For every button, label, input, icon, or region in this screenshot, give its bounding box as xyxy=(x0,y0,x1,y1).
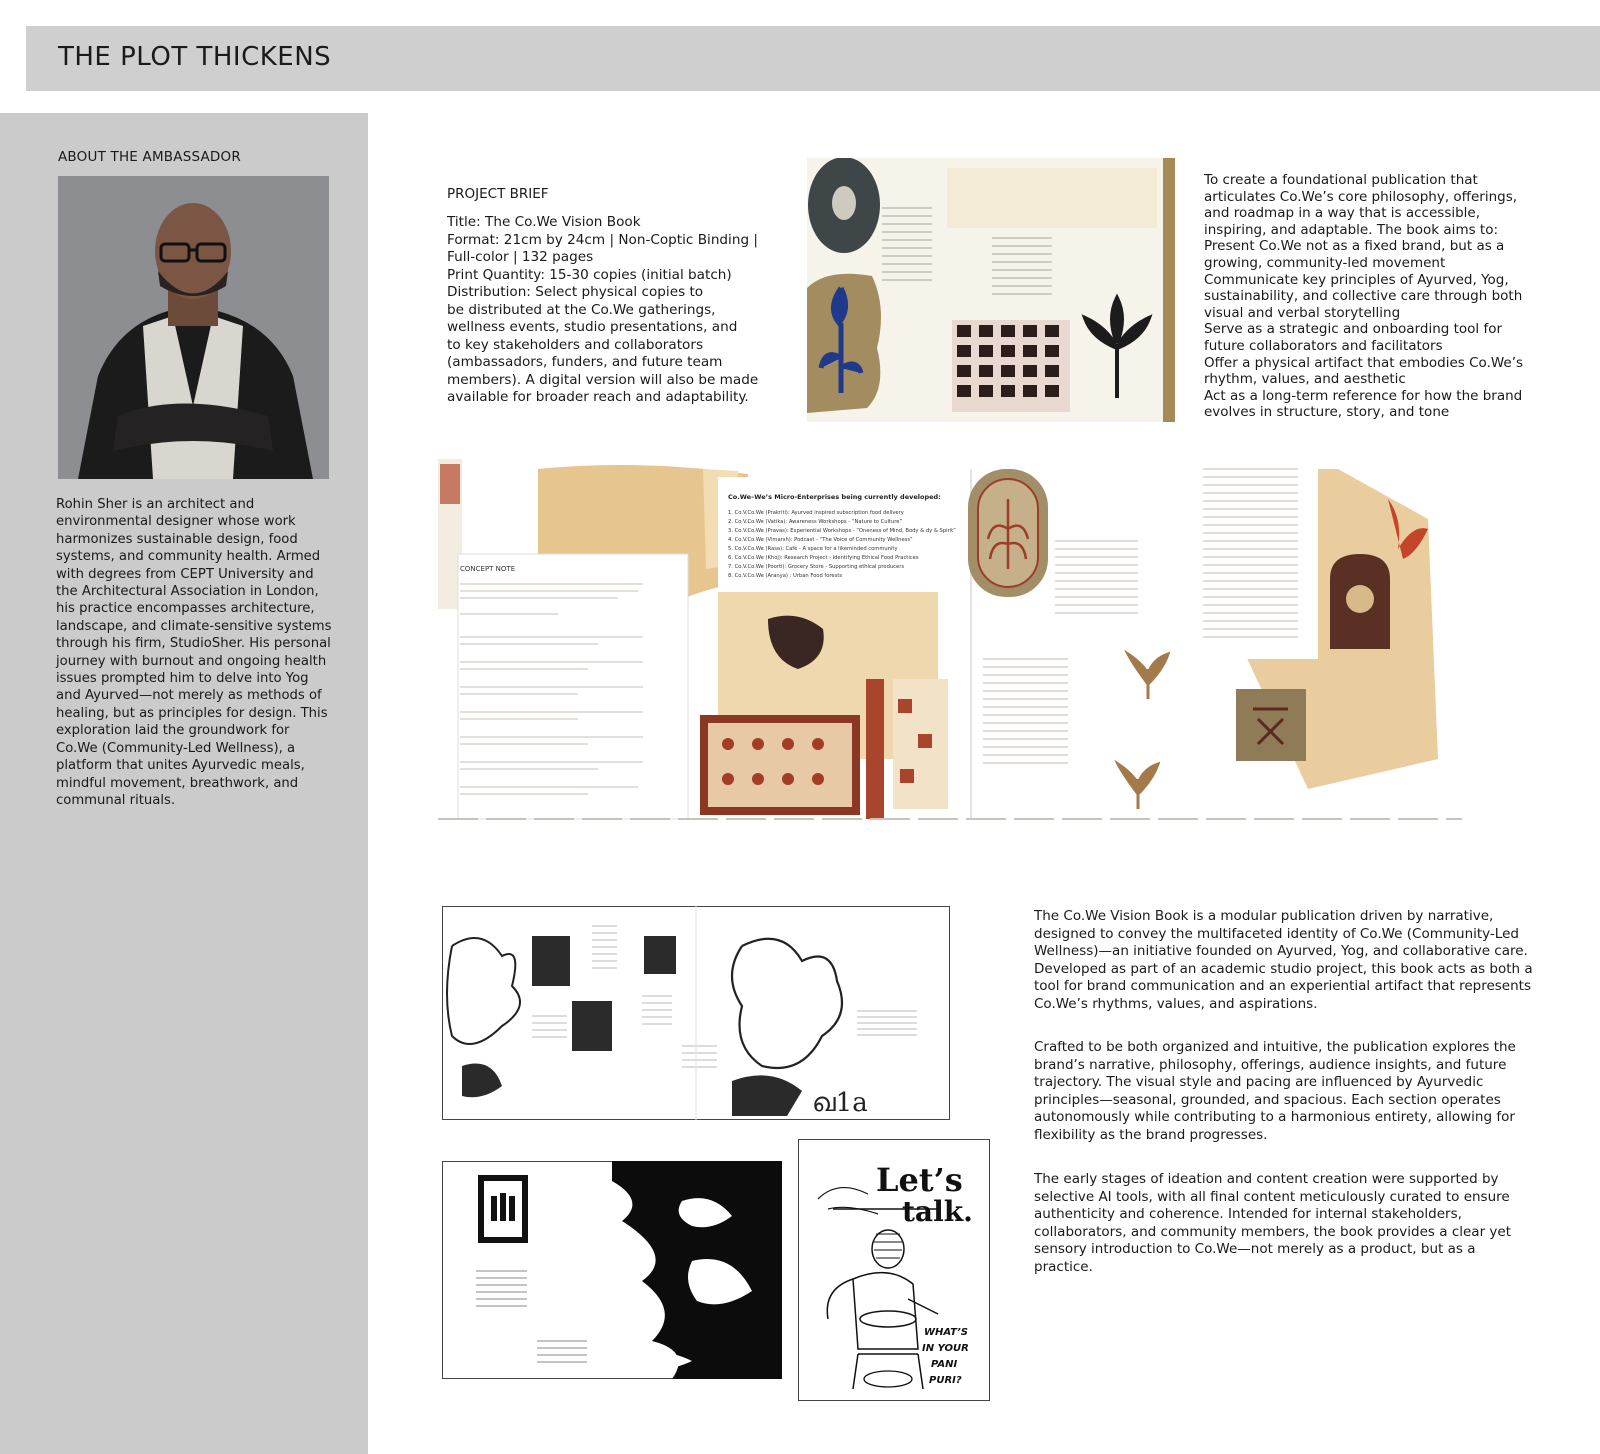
brief-line: Print Quantity: 15-30 copies (initial batch) xyxy=(447,266,732,283)
sidebar-title: ABOUT THE AMBASSADOR xyxy=(58,149,241,165)
project-aims xyxy=(1204,172,1534,421)
enterprise-line: 1. Co.V.Co.We (Prakriti): Ayurved inspired subscription food delivery xyxy=(728,510,904,516)
brief-line: available for broader reach and adaptability. xyxy=(447,389,749,405)
brief-line: Title: The Co.We Vision Book xyxy=(447,214,641,230)
svg-text:ഖ1a: ഖ1a xyxy=(812,1088,868,1118)
pani-puri-line: PURI? xyxy=(929,1375,962,1386)
aims-item: Present Co.We not as a fixed brand, but as a growing, community-led movement xyxy=(1204,238,1505,271)
brief-line: wellness events, studio presentations, and xyxy=(447,319,738,335)
lets-talk-word-1: Let’s xyxy=(876,1161,963,1199)
page-title: THE PLOT THICKENS xyxy=(58,42,332,72)
ambassador-sidebar xyxy=(0,113,368,1454)
book-spread-image-4 xyxy=(442,1161,782,1379)
enterprise-line: 6. Co.V.Co.We (Khoj): Research Project - Identifying Ethical Food Practices xyxy=(728,555,919,561)
aims-item: Communicate key principles of Ayurved, Yog, sustainability, and collective care through both visual and verbal storytelling xyxy=(1204,271,1523,321)
enterprise-line: 4. Co.V.Co.We (Vimarsh): Podcast - “The Voice of Community Wellness” xyxy=(728,537,913,543)
enterprise-line: 2. Co.V.Co.We (Vatika): Awareness Workshops - “Nature to Culture” xyxy=(728,519,903,525)
book-spread-image-1 xyxy=(807,158,1175,422)
book-spread-image-3 xyxy=(442,906,950,1120)
pani-puri-line: WHAT’S xyxy=(924,1327,969,1338)
enterprise-line: 5. Co.V.Co.We (Rasa): Café - A space for a likeminded community xyxy=(728,546,898,552)
brief-line: Format: 21cm by 24cm | Non-Coptic Binding | xyxy=(447,231,758,248)
description-paragraph-1: The Co.We Vision Book is a modular publication driven by narrative, designed to convey the multifaceted identity of Co.We (Community-Led Wellness)—an initiative founded on Ayurved, Yog, and collaborative care. Developed as part of an academic studio project, this book acts as both a tool for brand communication and an experiential artifact that represents Co.We’s rhythms, values, and aspirations. xyxy=(1034,908,1533,1012)
brief-line: members). A digital version will also be made xyxy=(447,371,759,388)
description-paragraph-3: The early stages of ideation and content creation were supported by selective AI tools, with all final content meticulously curated to ensure authenticity and coherence. Intended for internal stakeholders, collaborators, and community members, the book provides a clear yet sensory introduction to Co.We—not merely as a product, but as a practice. xyxy=(1034,1171,1511,1275)
enterprise-line: 7. Co.V.Co.We (Poorti): Grocery Store - Supporting ethical producers xyxy=(728,564,905,570)
brief-line: Full-color | 132 pages xyxy=(447,249,594,265)
enterprise-line: 3. Co.V.Co.We (Pravas): Experiential Workshops - “Oneness of Mind, Body & dy & Spirit” xyxy=(728,528,956,534)
pani-puri-line: PANI xyxy=(931,1359,958,1370)
enterprises-heading: Co.We–We’s Micro-Enterprises being currently developed: xyxy=(728,493,941,501)
aims-item: Act as a long-term reference for how the brand evolves in structure, story, and tone xyxy=(1204,387,1523,421)
concept-note-label: CONCEPT NOTE xyxy=(460,565,516,573)
brief-line: be distributed at the Co.We gatherings, xyxy=(447,301,716,318)
page-header xyxy=(26,26,1600,91)
description-paragraph-2: Crafted to be both organized and intuitive, the publication explores the brand’s narrative, philosophy, offerings, audience insights, and future trajectory. The visual style and pacing are influenced by Ayurvedic principles—seasonal, grounded, and spacious. Each section operates autonomously while contributing to a harmonious entirety, allowing for flexibility as the brand progresses. xyxy=(1034,1039,1516,1143)
brief-line: Distribution: Select physical copies to xyxy=(447,284,704,300)
ambassador-bio: Rohin Sher is an architect and environmental designer whose work harmonizes sustainable design, food systems, and community health. Armed with degrees from CEPT University and the Architectural Association in London, his practice encompasses architecture, landscape, and climate-sensitive systems through his firm, StudioSher. His personal journey with burnout and ongoing health issues prompted him to delve into Yog and Ayurved—not merely as methods of healing, but as principles for design. This exploration laid the groundwork for Co.We (Community-Led Wellness), a platform that unites Ayurvedic meals, mindful movement, breathwork, and communal rituals. xyxy=(56,497,332,808)
aims-item: Offer a physical artifact that embodies Co.We’s rhythm, values, and aesthetic xyxy=(1204,354,1524,388)
aims-intro: To create a foundational publication that articulates Co.We’s core philosophy, offerings, and roadmap in a way that is accessible, inspiring, and adaptable. The book aims to: xyxy=(1204,172,1518,238)
project-brief-title: PROJECT BRIEF xyxy=(447,186,549,202)
project-brief xyxy=(447,214,762,407)
lets-talk-poster xyxy=(798,1139,990,1401)
pani-puri-line: IN YOUR xyxy=(922,1343,969,1354)
lets-talk-word-2: talk. xyxy=(902,1195,973,1228)
aims-item: Serve as a strategic and onboarding tool for future collaborators and facilitators xyxy=(1204,321,1503,354)
brief-line: to key stakeholders and collaborators xyxy=(447,336,704,353)
enterprise-line: 8. Co.V.Co.We (Aranya) : Urban Food forests xyxy=(728,573,843,579)
brief-line: (ambassadors, funders, and future team xyxy=(447,354,723,370)
book-spread-image-2 xyxy=(438,459,1462,833)
ambassador-portrait xyxy=(58,176,329,479)
